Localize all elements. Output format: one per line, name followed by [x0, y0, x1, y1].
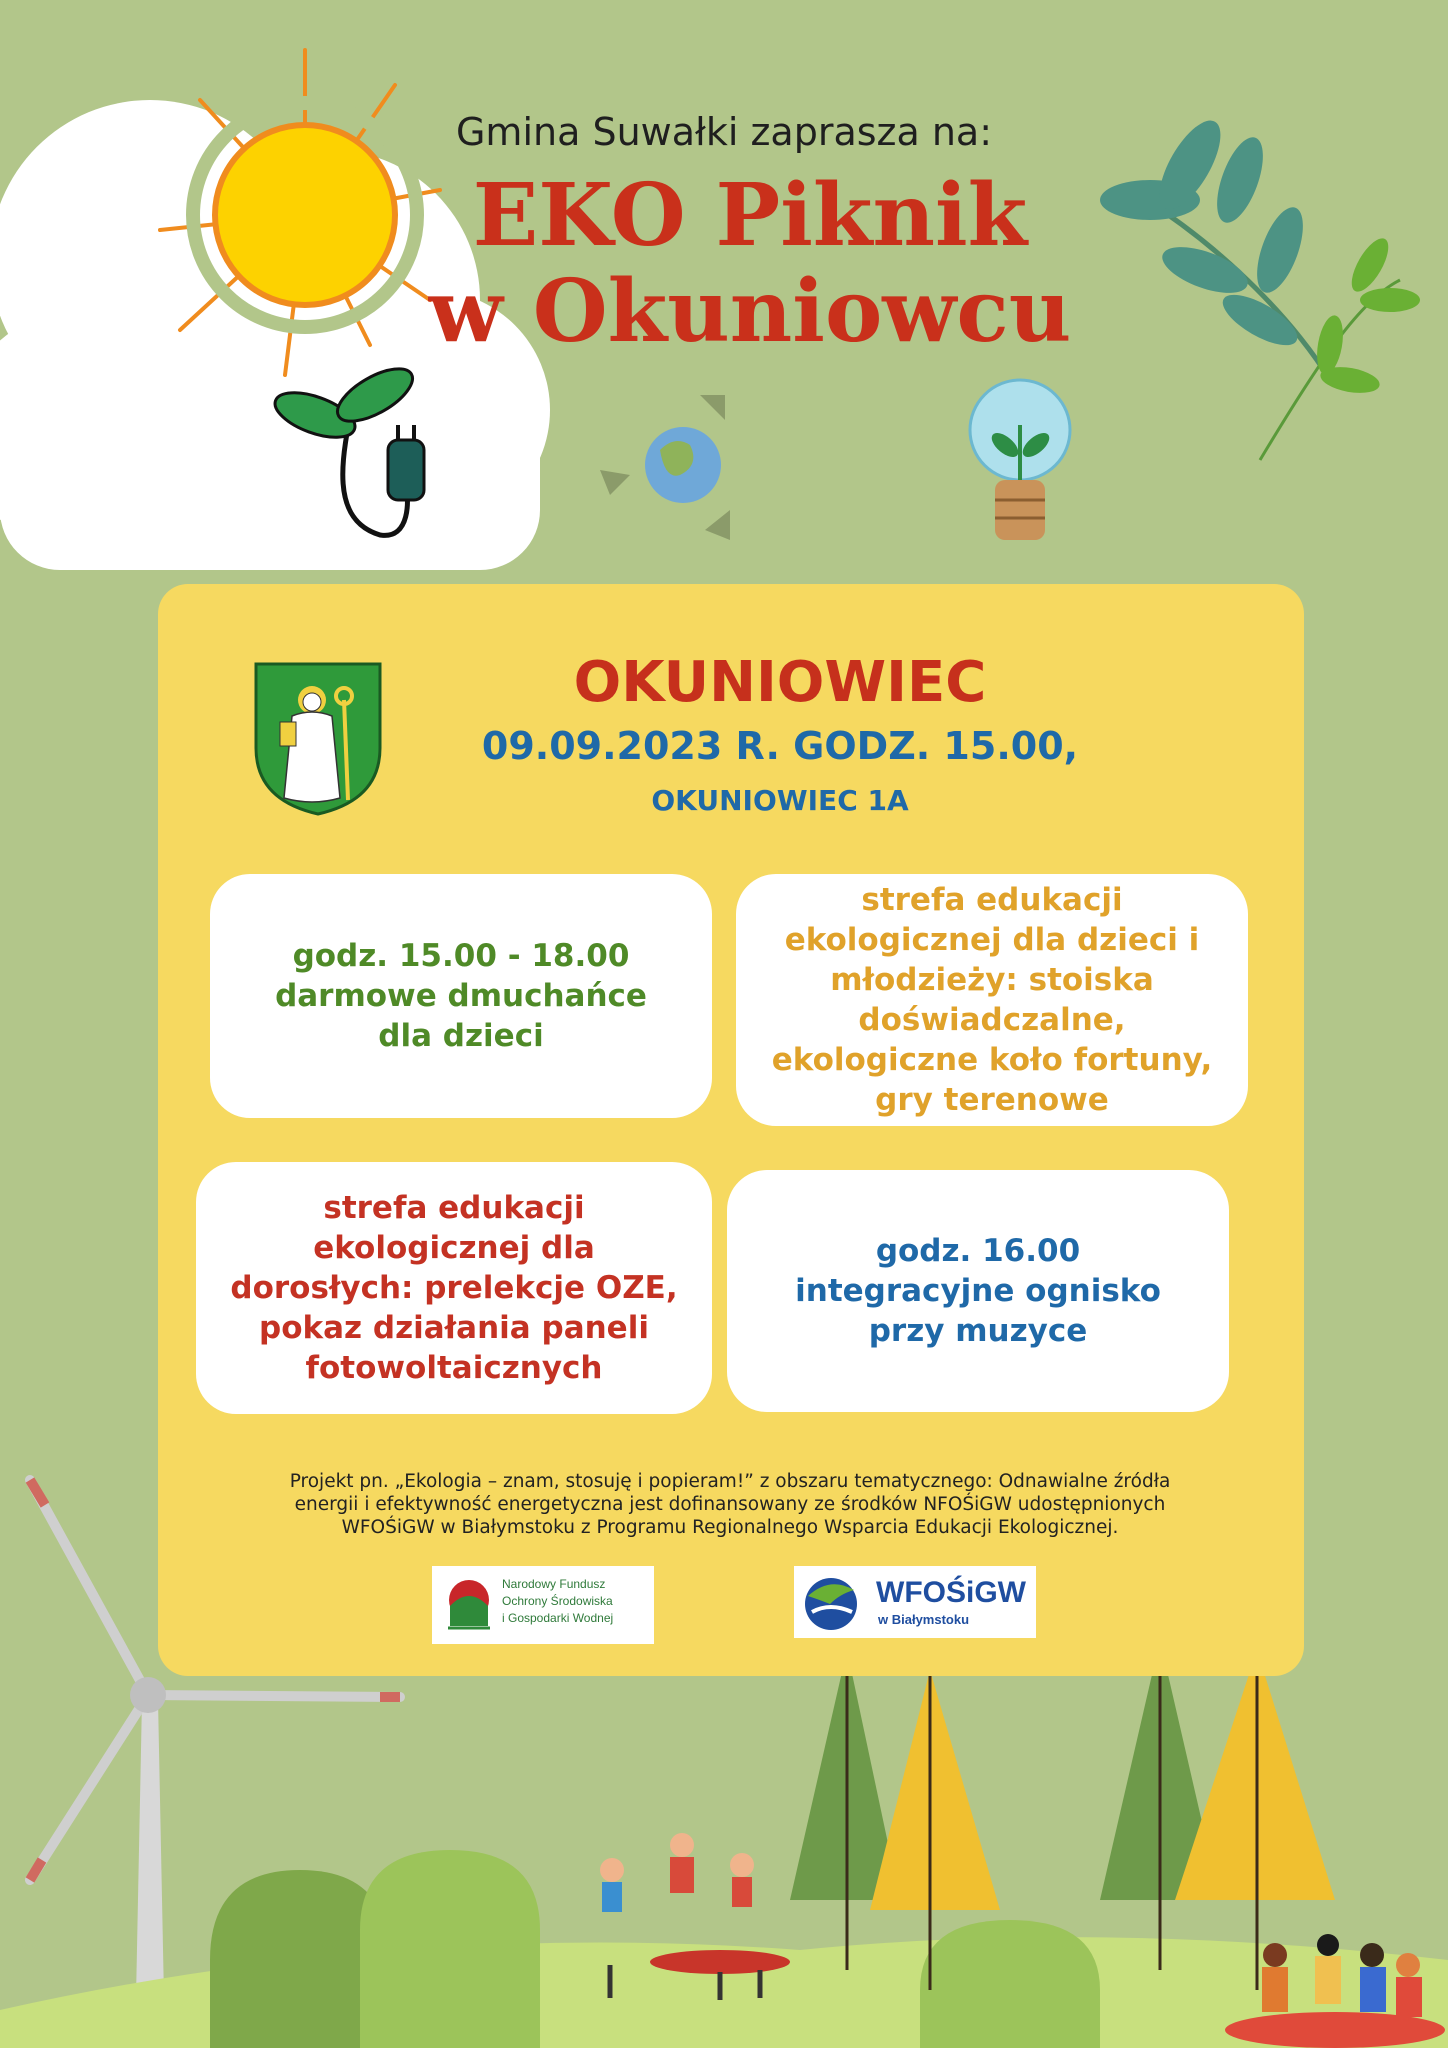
- card-line: ekologicznej dla: [313, 1230, 595, 1266]
- card-line: strefa edukacji: [861, 882, 1123, 918]
- wfosigw-emblem-icon: [800, 1572, 862, 1632]
- nfosigw-emblem-icon: [440, 1576, 498, 1634]
- card-line: godz. 16.00: [875, 1233, 1081, 1269]
- card-line: integracyjne ognisko: [795, 1273, 1161, 1309]
- note-line: Projekt pn. „Ekologia – znam, stosuję i popieram!” z obszaru tematycznego: Odnawialne źródła: [289, 1471, 1171, 1492]
- light-bulb-icon: [970, 380, 1070, 540]
- event-town: OKUNIOWIEC: [573, 650, 987, 715]
- event-title: [380, 165, 1120, 362]
- card-adults-education: [196, 1162, 712, 1414]
- nfosigw-line: i Gospodarki Wodnej: [502, 1611, 614, 1625]
- card-line: pokaz działania paneli: [259, 1310, 649, 1346]
- event-title-line2: w Okuniowcu: [428, 261, 1072, 362]
- nfosigw-line: Narodowy Fundusz: [502, 1577, 606, 1591]
- card-line: ekologiczne koło fortuny,: [771, 1042, 1213, 1078]
- event-address: OKUNIOWIEC 1A: [651, 784, 909, 817]
- event-title-line1: EKO Piknik: [472, 165, 1028, 266]
- card-line: fotowoltaicznych: [305, 1350, 603, 1386]
- note-line: WFOŚiGW w Białymstoku z Programu Regionalnego Wsparcia Edukacji Ekologicznej.: [341, 1517, 1119, 1538]
- leaves-icon: [1100, 112, 1420, 460]
- nfosigw-logo: [432, 1566, 654, 1644]
- card-line: gry terenowe: [875, 1082, 1109, 1118]
- card-line: ekologicznej dla dzieci i: [784, 922, 1200, 958]
- wfosigw-subtitle: w Białymstoku: [878, 1612, 970, 1627]
- card-line: przy muzyce: [868, 1313, 1088, 1349]
- wfosigw-name: WFOŚiGW: [876, 1576, 1026, 1609]
- card-bonfire: [727, 1170, 1229, 1412]
- nfosigw-line: Ochrony Środowiska: [502, 1594, 613, 1608]
- wfosigw-logo: [794, 1566, 1036, 1638]
- note-line: energii i efektywność energetyczna jest dofinansowany ze środków NFOŚiGW udostępnionych: [294, 1494, 1166, 1515]
- card-line: dorosłych: prelekcje OZE,: [230, 1270, 678, 1306]
- card-line: doświadczalne,: [858, 1002, 1126, 1038]
- project-funding-note: [250, 1470, 1210, 1539]
- card-line: dla dzieci: [378, 1018, 544, 1054]
- invitation-text: Gmina Suwałki zaprasza na:: [455, 110, 993, 154]
- card-inflatables: [210, 874, 712, 1118]
- card-kids-education: [736, 874, 1248, 1126]
- recycle-globe-icon: [600, 395, 730, 540]
- card-line: młodzieży: stoiska: [830, 962, 1154, 998]
- card-line: strefa edukacji: [323, 1190, 585, 1226]
- card-line: darmowe dmuchańce: [275, 978, 647, 1014]
- coat-of-arms-icon: [252, 660, 384, 818]
- event-date-time: 09.09.2023 R. GODZ. 15.00,: [481, 724, 1079, 768]
- card-line: godz. 15.00 - 18.00: [292, 938, 630, 974]
